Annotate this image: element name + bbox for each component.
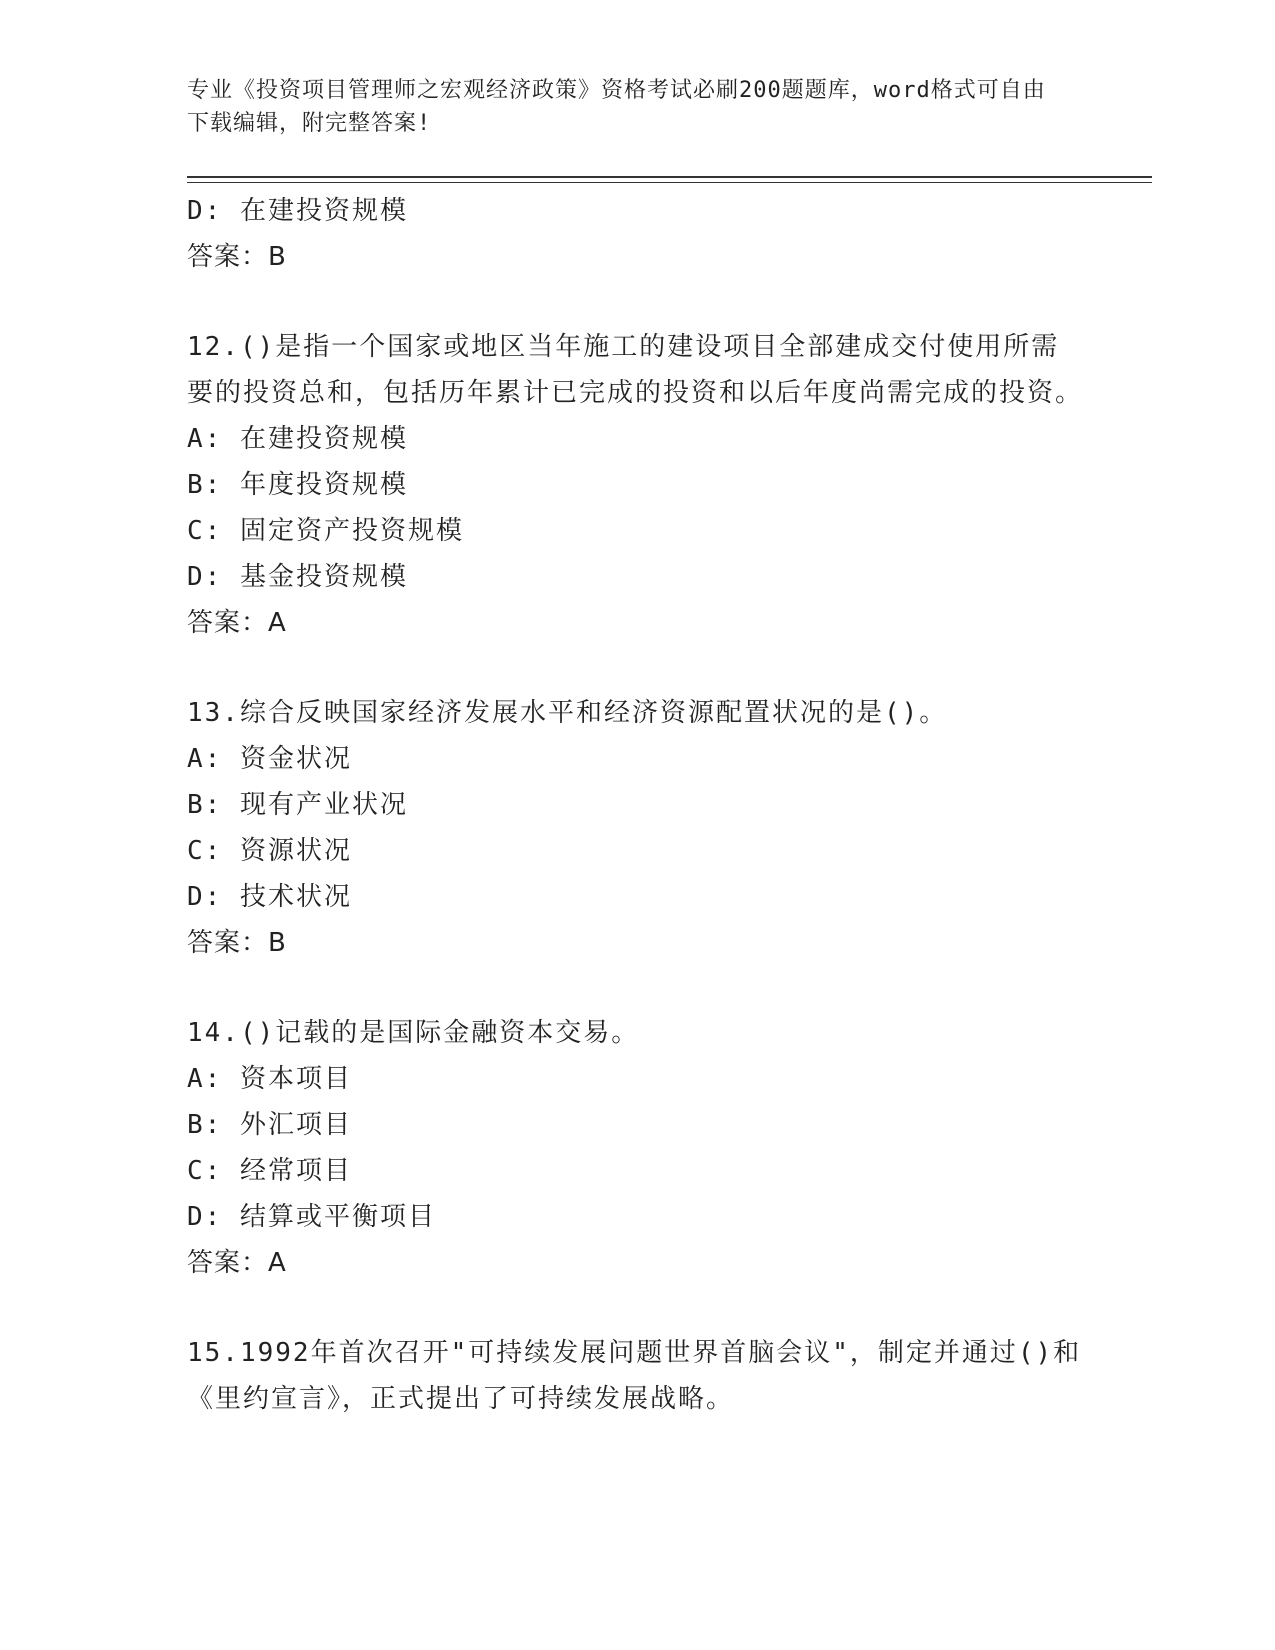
question-13 [187,690,1087,966]
option-b: B: 现有产业状况 [187,790,408,820]
answer-line: 答案：A [187,608,287,638]
option-c: C: 固定资产投资规模 [187,516,464,546]
option-a: A: 资金状况 [187,744,352,774]
option-c: C: 资源状况 [187,836,352,866]
option-d: D: 在建投资规模 [187,196,408,226]
question-list [187,188,1087,1422]
answer-line: 答案：B [187,242,287,272]
question-15 [187,1330,1087,1422]
option-d: D: 技术状况 [187,882,352,912]
option-d: D: 结算或平衡项目 [187,1202,436,1232]
header-divider-thick [187,176,1152,178]
question-text: 13.综合反映国家经济发展水平和经济资源配置状况的是()。 [187,698,948,728]
document-header [187,74,1067,140]
option-c: C: 经常项目 [187,1156,352,1186]
question-text: 14.()记载的是国际金融资本交易。 [187,1018,640,1048]
question-14 [187,1010,1087,1286]
header-divider-thin [187,182,1152,183]
question-text: 15.1992年首次召开"可持续发展问题世界首脑会议"，制定并通过()和《里约宣言》，正式提出了可持续发展战略。 [187,1338,1082,1414]
option-b: B: 年度投资规模 [187,470,408,500]
continued-question-11 [187,188,1087,280]
question-text: 12.()是指一个国家或地区当年施工的建设项目全部建成交付使用所需要的投资总和，包括历年累计已完成的投资和以后年度尚需完成的投资。 [187,332,1084,408]
option-a: A: 资本项目 [187,1064,352,1094]
header-title: 专业《投资项目管理师之宏观经济政策》资格考试必刷200题题库，word格式可自由下载编辑，附完整答案! [187,78,1046,136]
option-a: A: 在建投资规模 [187,424,408,454]
question-12 [187,324,1087,646]
answer-line: 答案：B [187,928,287,958]
option-d: D: 基金投资规模 [187,562,408,592]
answer-line: 答案：A [187,1248,287,1278]
option-b: B: 外汇项目 [187,1110,352,1140]
